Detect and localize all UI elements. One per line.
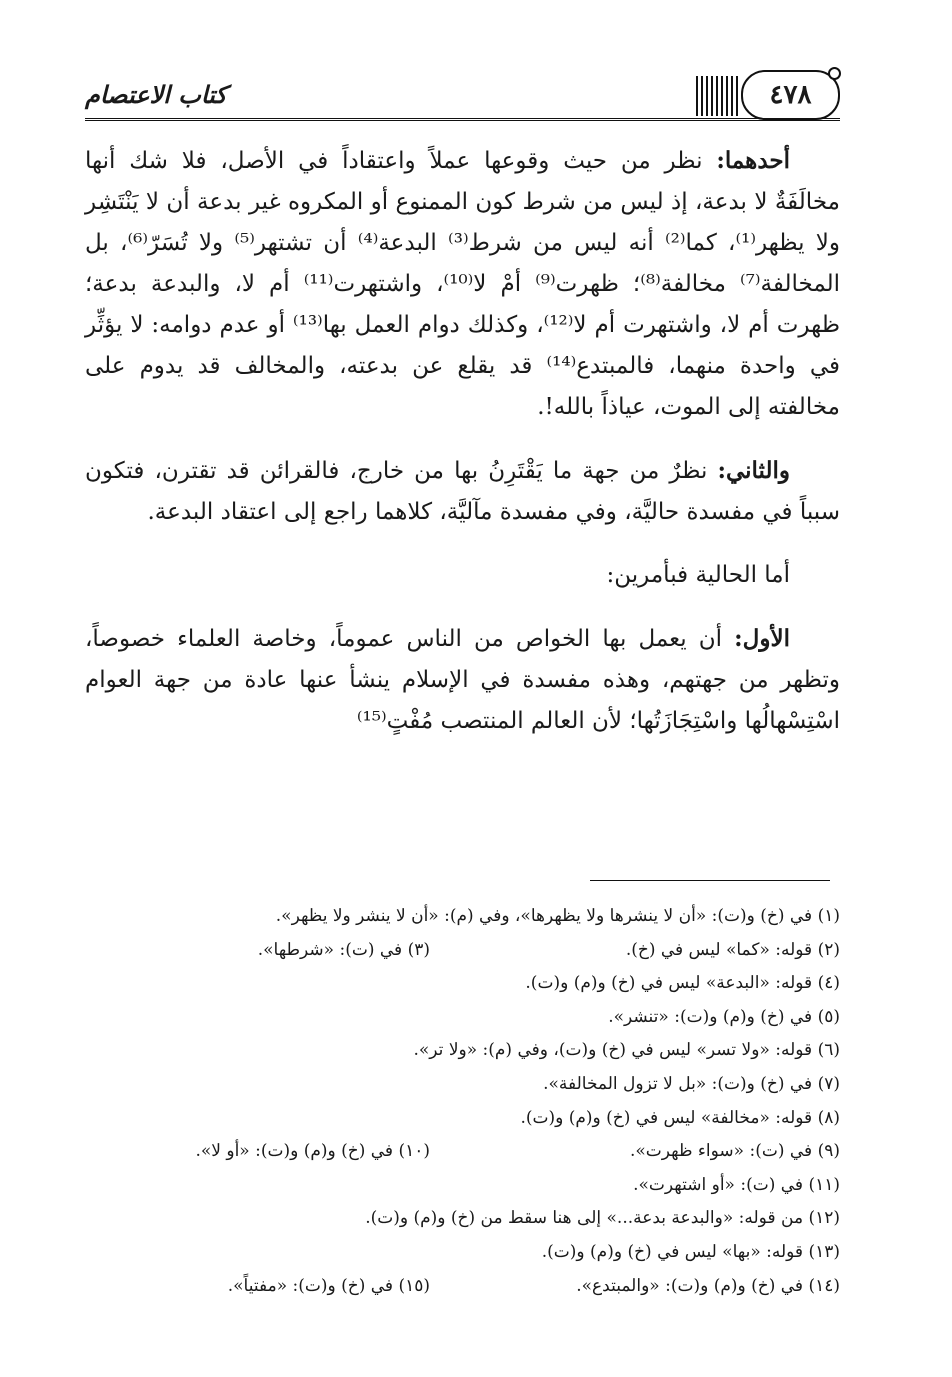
page-number-badge <box>741 70 840 120</box>
page-header <box>85 70 840 120</box>
running-title: كتاب الاعتصام <box>85 80 227 109</box>
header-rule <box>85 118 840 124</box>
footnote: (٧) في (خ) و(ت): «بل لا تزول المخالفة». <box>543 1073 840 1094</box>
footnote: (١١) في (ت): «أو اشتهرت». <box>633 1174 840 1195</box>
footnote: (٥) في (خ) و(م) و(ت): «تنشر». <box>608 1006 840 1027</box>
paragraph-first-matter <box>85 618 840 742</box>
footnote: (١٢) من قوله: «والبدعة بدعة...» إلى هنا سقط من (خ) و(م) و(ت). <box>365 1208 840 1229</box>
footnote-separator <box>590 880 830 881</box>
footnote: (٤) قوله: «البدعة» ليس في (خ) و(م) و(ت). <box>525 973 840 994</box>
footnote: (٦) قوله: «ولا تسر» ليس في (خ) و(ت)، وفي (م): «ولا تر». <box>413 1040 840 1061</box>
page-number: ٤٧٨ <box>769 80 812 110</box>
footnote: (٨) قوله: «مخالفة» ليس في (خ) و(م) و(ت). <box>520 1107 840 1128</box>
footnote-row <box>85 1135 840 1169</box>
paragraph-lead: أحدهما: <box>716 147 790 174</box>
paragraph-text: نظر من حيث وقوعها عملاً واعتقاداً في الأصل، فلا شك أنها مخالَفَةٌ لا بدعة، إذ ليس من شرط كون الممنوع أو المكروه غير بدعة أن لا يَنْتَشِر ولا يظهر⁽¹⁾، كما⁽²⁾ أنه ليس من شرط⁽³⁾ البدعة⁽⁴⁾ أن تشتهر⁽⁵⁾ ولا تُسَرّ⁽⁶⁾، بل المخالفة⁽⁷⁾ مخالفة⁽⁸⁾؛ ظهرت⁽⁹⁾ أمْ لا⁽¹⁰⁾، واشتهرت⁽¹¹⁾ أم لا، والبدعة بدعة؛ ظهرت أم لا، واشتهرت أم لا⁽¹²⁾، وكذلك دوام العمل بها⁽¹³⁾ أو عدم دوامه: لا يؤثِّر في واحدة منهما، فالمبتدع⁽¹⁴⁾ قد يقلع عن بدعته، والمخالف قد يدوم على مخالفته إلى الموت، عياذاً بالله!. <box>85 148 841 420</box>
paragraph-lead: الأول: <box>734 625 790 652</box>
footnote: (١٣) قوله: «بها» ليس في (خ) و(م) و(ت). <box>541 1241 840 1262</box>
paragraph-first <box>85 140 840 428</box>
paragraph-text: أن يعمل بها الخواص من الناس عموماً، وخاصة العلماء خصوصاً، وتظهر من جهتهم، وهذه مفسدة في الإسلام ينشأ عنها عادة من جهة العوام اسْتِسْهالُها واسْتِجَازَتُها؛ لأن العالم المنتصب مُفْتٍ⁽¹⁵⁾ <box>85 626 840 734</box>
paragraph-section-intro <box>85 555 840 596</box>
footnote-row <box>85 1270 840 1304</box>
paragraph-second <box>85 450 840 533</box>
badge-ornament-icon <box>828 67 841 80</box>
footnote: (١) في (خ) و(ت): «أن لا ينشرها ولا يظهرها»، وفي (م): «أن لا ينشر ولا يظهر». <box>275 906 840 926</box>
paragraph-text: نظرٌ من جهة ما يَقْتَرِنُ بها من خارج، فالقرائن قد تقترن، فتكون سبباً في مفسدة حاليَّة، وفي مفسدة مآليَّة، كلاهما راجع إلى اعتقاد البدعة. <box>85 458 840 525</box>
footnote: (١٥) في (خ) و(ت): «مفتياً». <box>227 1275 430 1296</box>
main-text <box>85 140 840 742</box>
footnote: (١٤) في (خ) و(م) و(ت): «والمبتدع». <box>576 1275 840 1296</box>
footnote-row <box>85 934 840 968</box>
footnotes <box>85 900 840 1303</box>
header-ornament-bars <box>696 76 738 116</box>
footnote: (١٠) في (خ) و(م) و(ت): «أو لا». <box>195 1141 430 1162</box>
paragraph-text: أما الحالية فبأمرين: <box>606 562 790 588</box>
footnote: (٩) في (ت): «سواء ظهرت». <box>629 1141 840 1162</box>
footnote: (٣) في (ت): «شرطها». <box>257 939 430 960</box>
paragraph-lead: والثاني: <box>717 457 790 484</box>
footnote: (٢) قوله: «كما» ليس في (خ). <box>625 939 840 960</box>
